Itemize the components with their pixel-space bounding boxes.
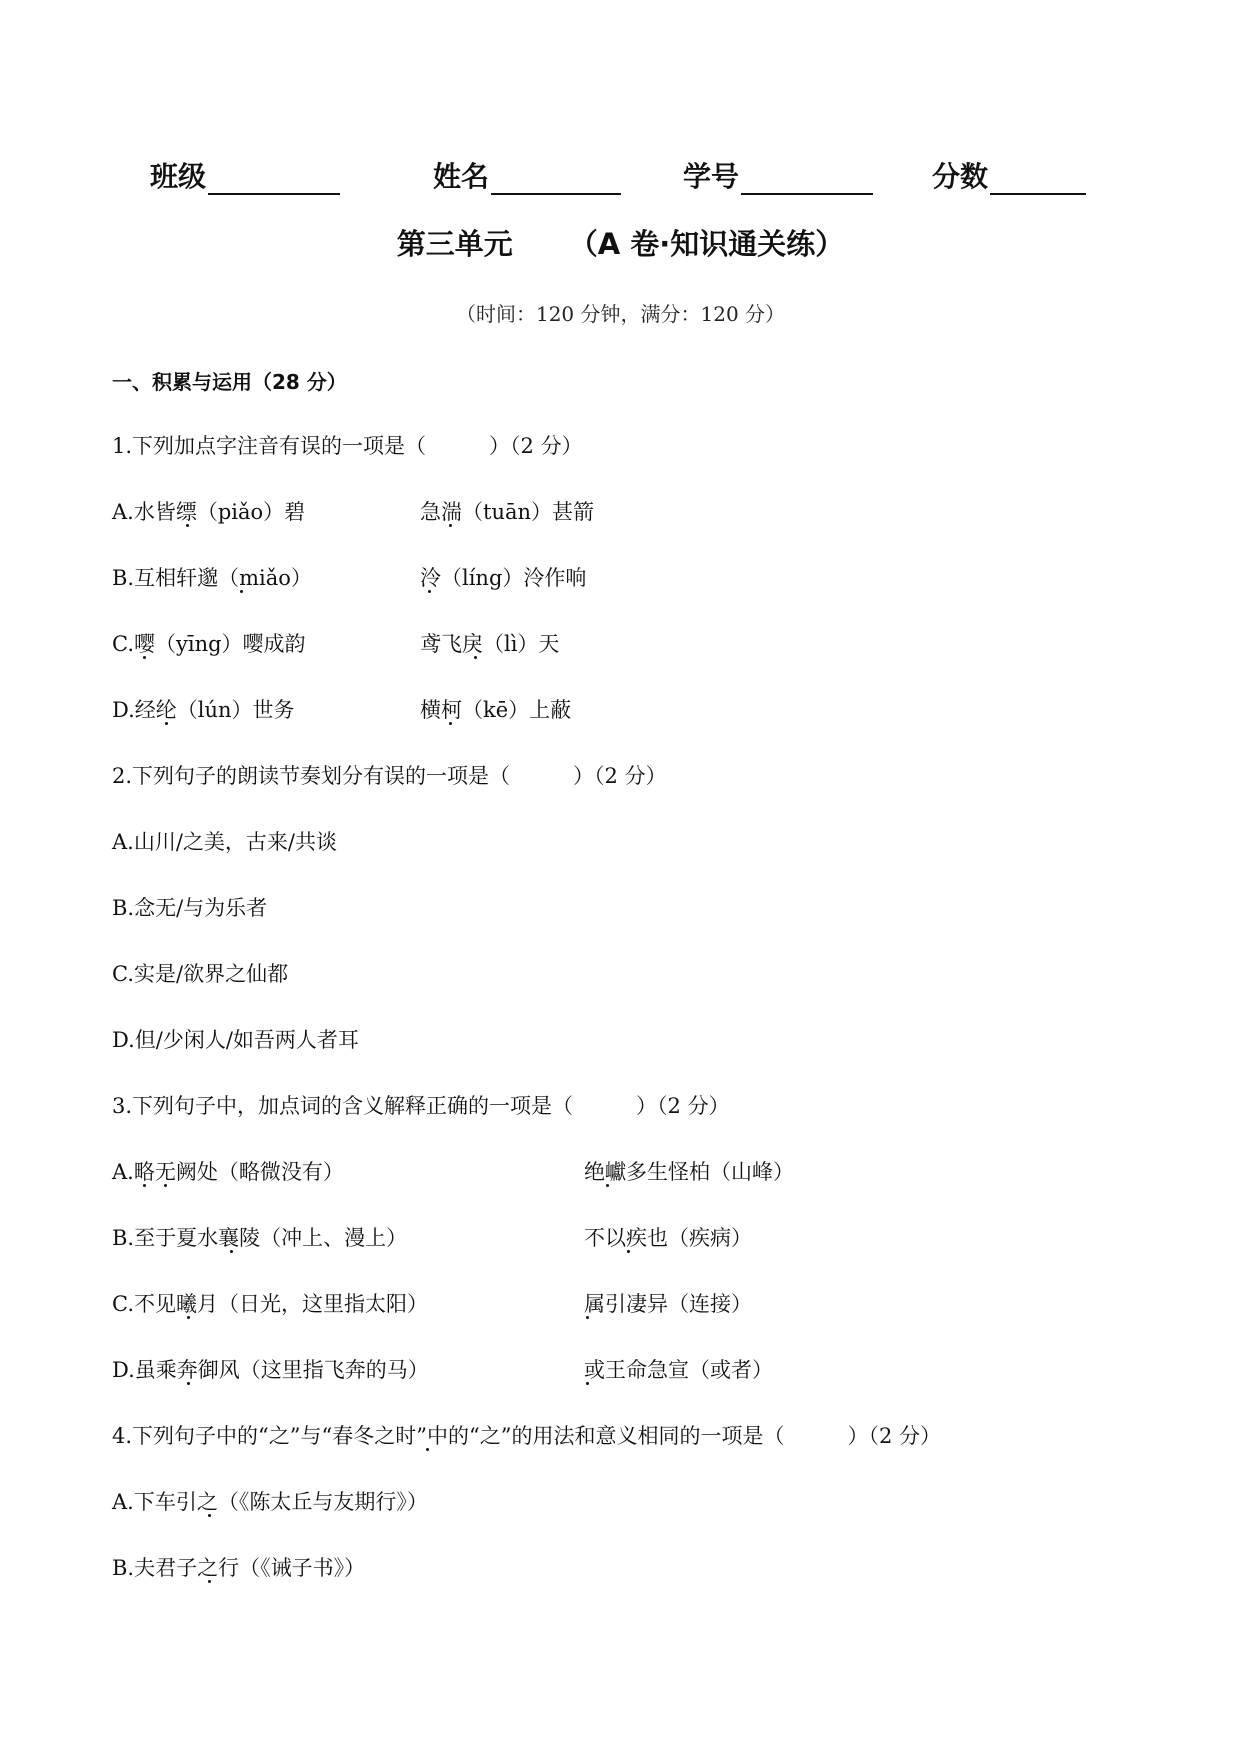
q1-option-b-right: 泠（líng）泠作响 (420, 566, 587, 590)
q1-option-d-left: D.经纶（lún）世务 (112, 698, 295, 722)
q1-option-d-right: 横柯（kē）上蔽 (420, 698, 572, 722)
class-label: 班级 (150, 160, 207, 193)
q4-option-b: B.夫君子之行（《诫子书》） (112, 1556, 366, 1580)
unit-title: 第三单元 (396, 227, 513, 261)
name-label: 姓名 (433, 160, 490, 193)
question-4-stem: 4.下列句子中的“之”与“春冬之时”中的“之”的用法和意义相同的一项是（ ）（2 分） (112, 1424, 941, 1448)
time-score-note: （时间：120 分钟，满分：120 分） (455, 302, 786, 326)
q2-option-c: C.实是/欲界之仙都 (112, 962, 289, 986)
emphasis-dot (449, 524, 452, 527)
emphasis-dot (606, 1184, 609, 1187)
page-title (0, 222, 1241, 263)
q2-option-d: D.但/少闲人/如吾两人者耳 (112, 1028, 359, 1052)
question-1-stem: 1.下列加点字注音有误的一项是（ ）（2 分） (112, 434, 583, 458)
q2-option-a: A.山川/之美，古来/共谈 (112, 830, 337, 854)
question-3-stem: 3.下列句子中，加点词的含义解释正确的一项是（ ）（2 分） (112, 1094, 730, 1118)
name-blank[interactable] (491, 161, 621, 195)
number-field[interactable] (683, 155, 873, 195)
emphasis-dot (586, 1382, 589, 1385)
emphasis-dot (428, 590, 431, 593)
class-field[interactable] (150, 155, 340, 195)
class-blank[interactable] (208, 161, 340, 195)
emphasis-dot (586, 1316, 589, 1319)
emphasis-dot (449, 722, 452, 725)
score-blank[interactable] (990, 161, 1086, 195)
emphasis-dot (240, 590, 243, 593)
q3-option-a-right: 绝巘多生怪柏（山峰） (584, 1160, 794, 1184)
emphasis-dot (627, 1250, 630, 1253)
q3-option-d-left: D.虽乘奔御风（这里指飞奔的马） (112, 1358, 429, 1382)
name-field[interactable] (433, 155, 621, 195)
number-blank[interactable] (741, 161, 873, 195)
emphasis-dot (164, 1184, 167, 1187)
score-field[interactable] (932, 155, 1086, 195)
section-heading: 一、积累与运用（28 分） (112, 370, 347, 394)
emphasis-dot (187, 1382, 190, 1385)
q1-option-c-right: 鸢飞戾（lì）天 (420, 632, 560, 656)
q1-option-a-right: 急湍（tuān）甚箭 (420, 500, 595, 524)
emphasis-dot (186, 524, 189, 527)
q3-option-c-left: C.不见曦月（日光，这里指太阳） (112, 1292, 428, 1316)
paper-title: （A 卷·知识通关练） (568, 227, 845, 261)
q1-option-a-left: A.水皆缥（piǎo）碧 (112, 500, 306, 524)
emphasis-dot (230, 1250, 233, 1253)
q2-option-b: B.念无/与为乐者 (112, 896, 268, 920)
emphasis-dot (208, 1514, 211, 1517)
score-label: 分数 (932, 160, 989, 193)
question-2-stem: 2.下列句子的朗读节奏划分有误的一项是（ ）（2 分） (112, 764, 667, 788)
q3-option-a-left: A.略无阙处（略微没有） (112, 1160, 344, 1184)
number-label: 学号 (683, 160, 740, 193)
student-info-row (0, 155, 1241, 205)
q3-option-d-right: 或王命急宣（或者） (584, 1358, 773, 1382)
q3-option-c-right: 属引凄异（连接） (584, 1292, 752, 1316)
q3-option-b-right: 不以疾也（疾病） (584, 1226, 752, 1250)
emphasis-dot (165, 722, 168, 725)
q1-option-c-left: C.嘤（yīng）嘤成韵 (112, 632, 306, 656)
emphasis-dot (143, 1184, 146, 1187)
q1-option-b-left: B.互相轩邈（miǎo） (112, 566, 312, 590)
emphasis-dot (208, 1580, 211, 1583)
q4-option-a: A.下车引之（《陈太丘与友期行》） (112, 1490, 428, 1514)
emphasis-dot (143, 656, 146, 659)
emphasis-dot (426, 1448, 429, 1451)
emphasis-dot (474, 656, 477, 659)
q3-option-b-left: B.至于夏水襄陵（冲上、漫上） (112, 1226, 408, 1250)
emphasis-dot (187, 1316, 190, 1319)
